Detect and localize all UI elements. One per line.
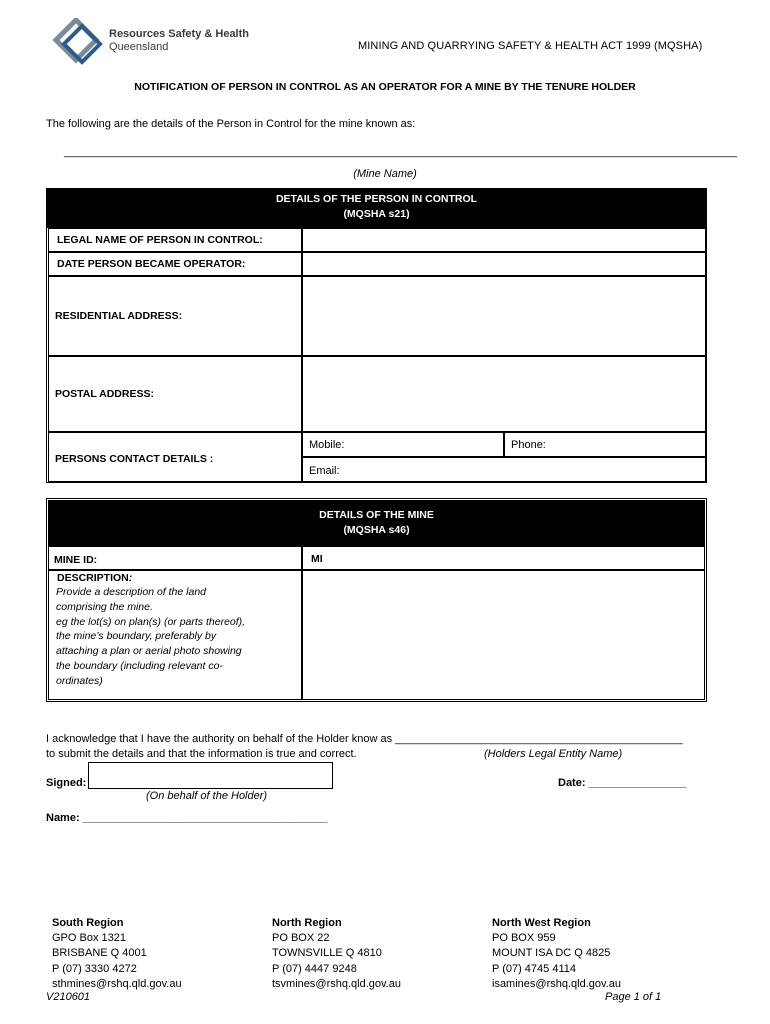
acknowledgement-line2: to submit the details and that the information is true and correct. [46,748,357,760]
residential-address-label: RESIDENTIAL ADDRESS: [55,310,183,322]
region-line: PO BOX 22 [272,932,330,945]
residential-label-cell [48,276,302,356]
phone-field[interactable] [504,432,706,457]
region-line: P (07) 4745 4114 [492,962,576,975]
mine-id-label-cell [48,546,302,570]
description-help-line: attaching a plan or aerial photo showing [56,645,242,658]
postal-address-label: POSTAL ADDRESS: [55,388,154,400]
date-field[interactable]: Date: ________________ [558,777,687,789]
description-help-line: eg the lot(s) on plan(s) (or parts thereof), [56,615,246,628]
description-help-line: Provide a description of the land [56,586,207,598]
person-header-line2: (MQSHA s21) [343,208,410,220]
legal-name-label: LEGAL NAME OF PERSON IN CONTROL: [57,234,263,246]
email-field[interactable] [302,457,706,482]
description-help-line: the mine’s boundary, preferably by [56,630,217,643]
description-help-line: comprising the mine. [56,600,153,613]
phone-label: Phone: [511,439,546,451]
region-name: South Region [52,917,124,929]
mobile-label: Mobile: [309,439,345,451]
region-line: MOUNT ISA DC Q 4825 [492,947,611,960]
email-label: Email: [309,465,340,477]
region-line: P (07) 4447 9248 [272,962,357,975]
region-line: BRISBANE Q 4001 [52,947,147,960]
region-line: TOWNSVILLE Q 4810 [272,947,382,960]
on-behalf-label: (On behalf of the Holder) [146,790,268,802]
mine-id-prefix: MI [311,553,323,565]
mine-id-field[interactable] [302,546,705,570]
region-email[interactable]: tsvmines@rshq.qld.gov.au [272,977,401,990]
page-number: Page 1 of 1 [605,991,662,1003]
region-line: PO BOX 959 [492,932,556,945]
description-title [57,572,132,584]
legal-name-field[interactable] [302,228,706,252]
postal-address-field[interactable] [302,356,706,432]
mine-section-header [48,500,705,546]
region-email[interactable]: isamines@rshq.qld.gov.au [492,977,621,990]
form-title: NOTIFICATION OF PERSON IN CONTROL AS AN OPERATOR FOR A MINE BY THE TENURE HOLDER [134,81,636,93]
contact-details-label: PERSONS CONTACT DETAILS : [55,453,214,465]
mine-name-label: (Mine Name) [353,168,417,180]
region-name: North Region [272,917,342,929]
region-north [272,916,401,992]
postal-label-cell [48,356,302,432]
legal-name-label-cell [48,228,302,252]
region-line: GPO Box 1321 [52,932,126,945]
residential-address-field[interactable] [302,276,706,356]
mine-id-label: MINE ID: [54,554,98,566]
act-title: MINING AND QUARRYING SAFETY & HEALTH ACT 1999 (MQSHA) [358,40,703,52]
region-south [52,916,182,992]
description-help-line: ordinates) [56,674,103,687]
date-operator-field[interactable] [302,252,706,276]
date-label-cell [48,252,302,276]
acknowledgement-line1: I acknowledge that I have the authority on behalf of the Holder know as _______________________________________________ [46,733,683,745]
description-label: DESCRIPTION [57,572,129,584]
date-operator-label: DATE PERSON BECAME OPERATOR: [57,258,246,270]
signature-field[interactable] [88,762,333,789]
person-header-line1: DETAILS OF THE PERSON IN CONTROL [275,193,478,205]
mine-header-line2: (MQSHA s46) [343,524,410,536]
rshq-logo [52,18,252,66]
logo-emblem-icon [52,18,104,66]
description-colon: : [128,572,133,584]
description-field[interactable] [302,570,705,700]
mine-name-line[interactable]: ______________________________________________________________________________________________________________ [64,146,737,158]
description-help-line: the boundary (including relevant co- [56,659,223,672]
region-name: North West Region [492,917,591,929]
holders-entity-label: (Holders Legal Entity Name) [484,748,623,760]
region-north-west [492,916,621,992]
intro-text: The following are the details of the Person in Control for the mine known as: [46,118,416,130]
contact-label-cell [48,432,302,482]
mine-header-line1: DETAILS OF THE MINE [319,509,434,521]
signed-label: Signed: [46,777,87,789]
mobile-field[interactable] [302,432,504,457]
name-field[interactable]: Name: ________________________________________ [46,812,328,824]
region-line: P (07) 3330 4272 [52,962,137,975]
logo-line2: Queensland [109,41,169,53]
description-help [56,585,296,689]
region-email[interactable]: sthmines@rshq.qld.gov.au [52,977,182,990]
version-label: V210601 [46,991,91,1003]
logo-line1: Resources Safety & Health [109,28,249,40]
person-section-header [46,188,707,228]
